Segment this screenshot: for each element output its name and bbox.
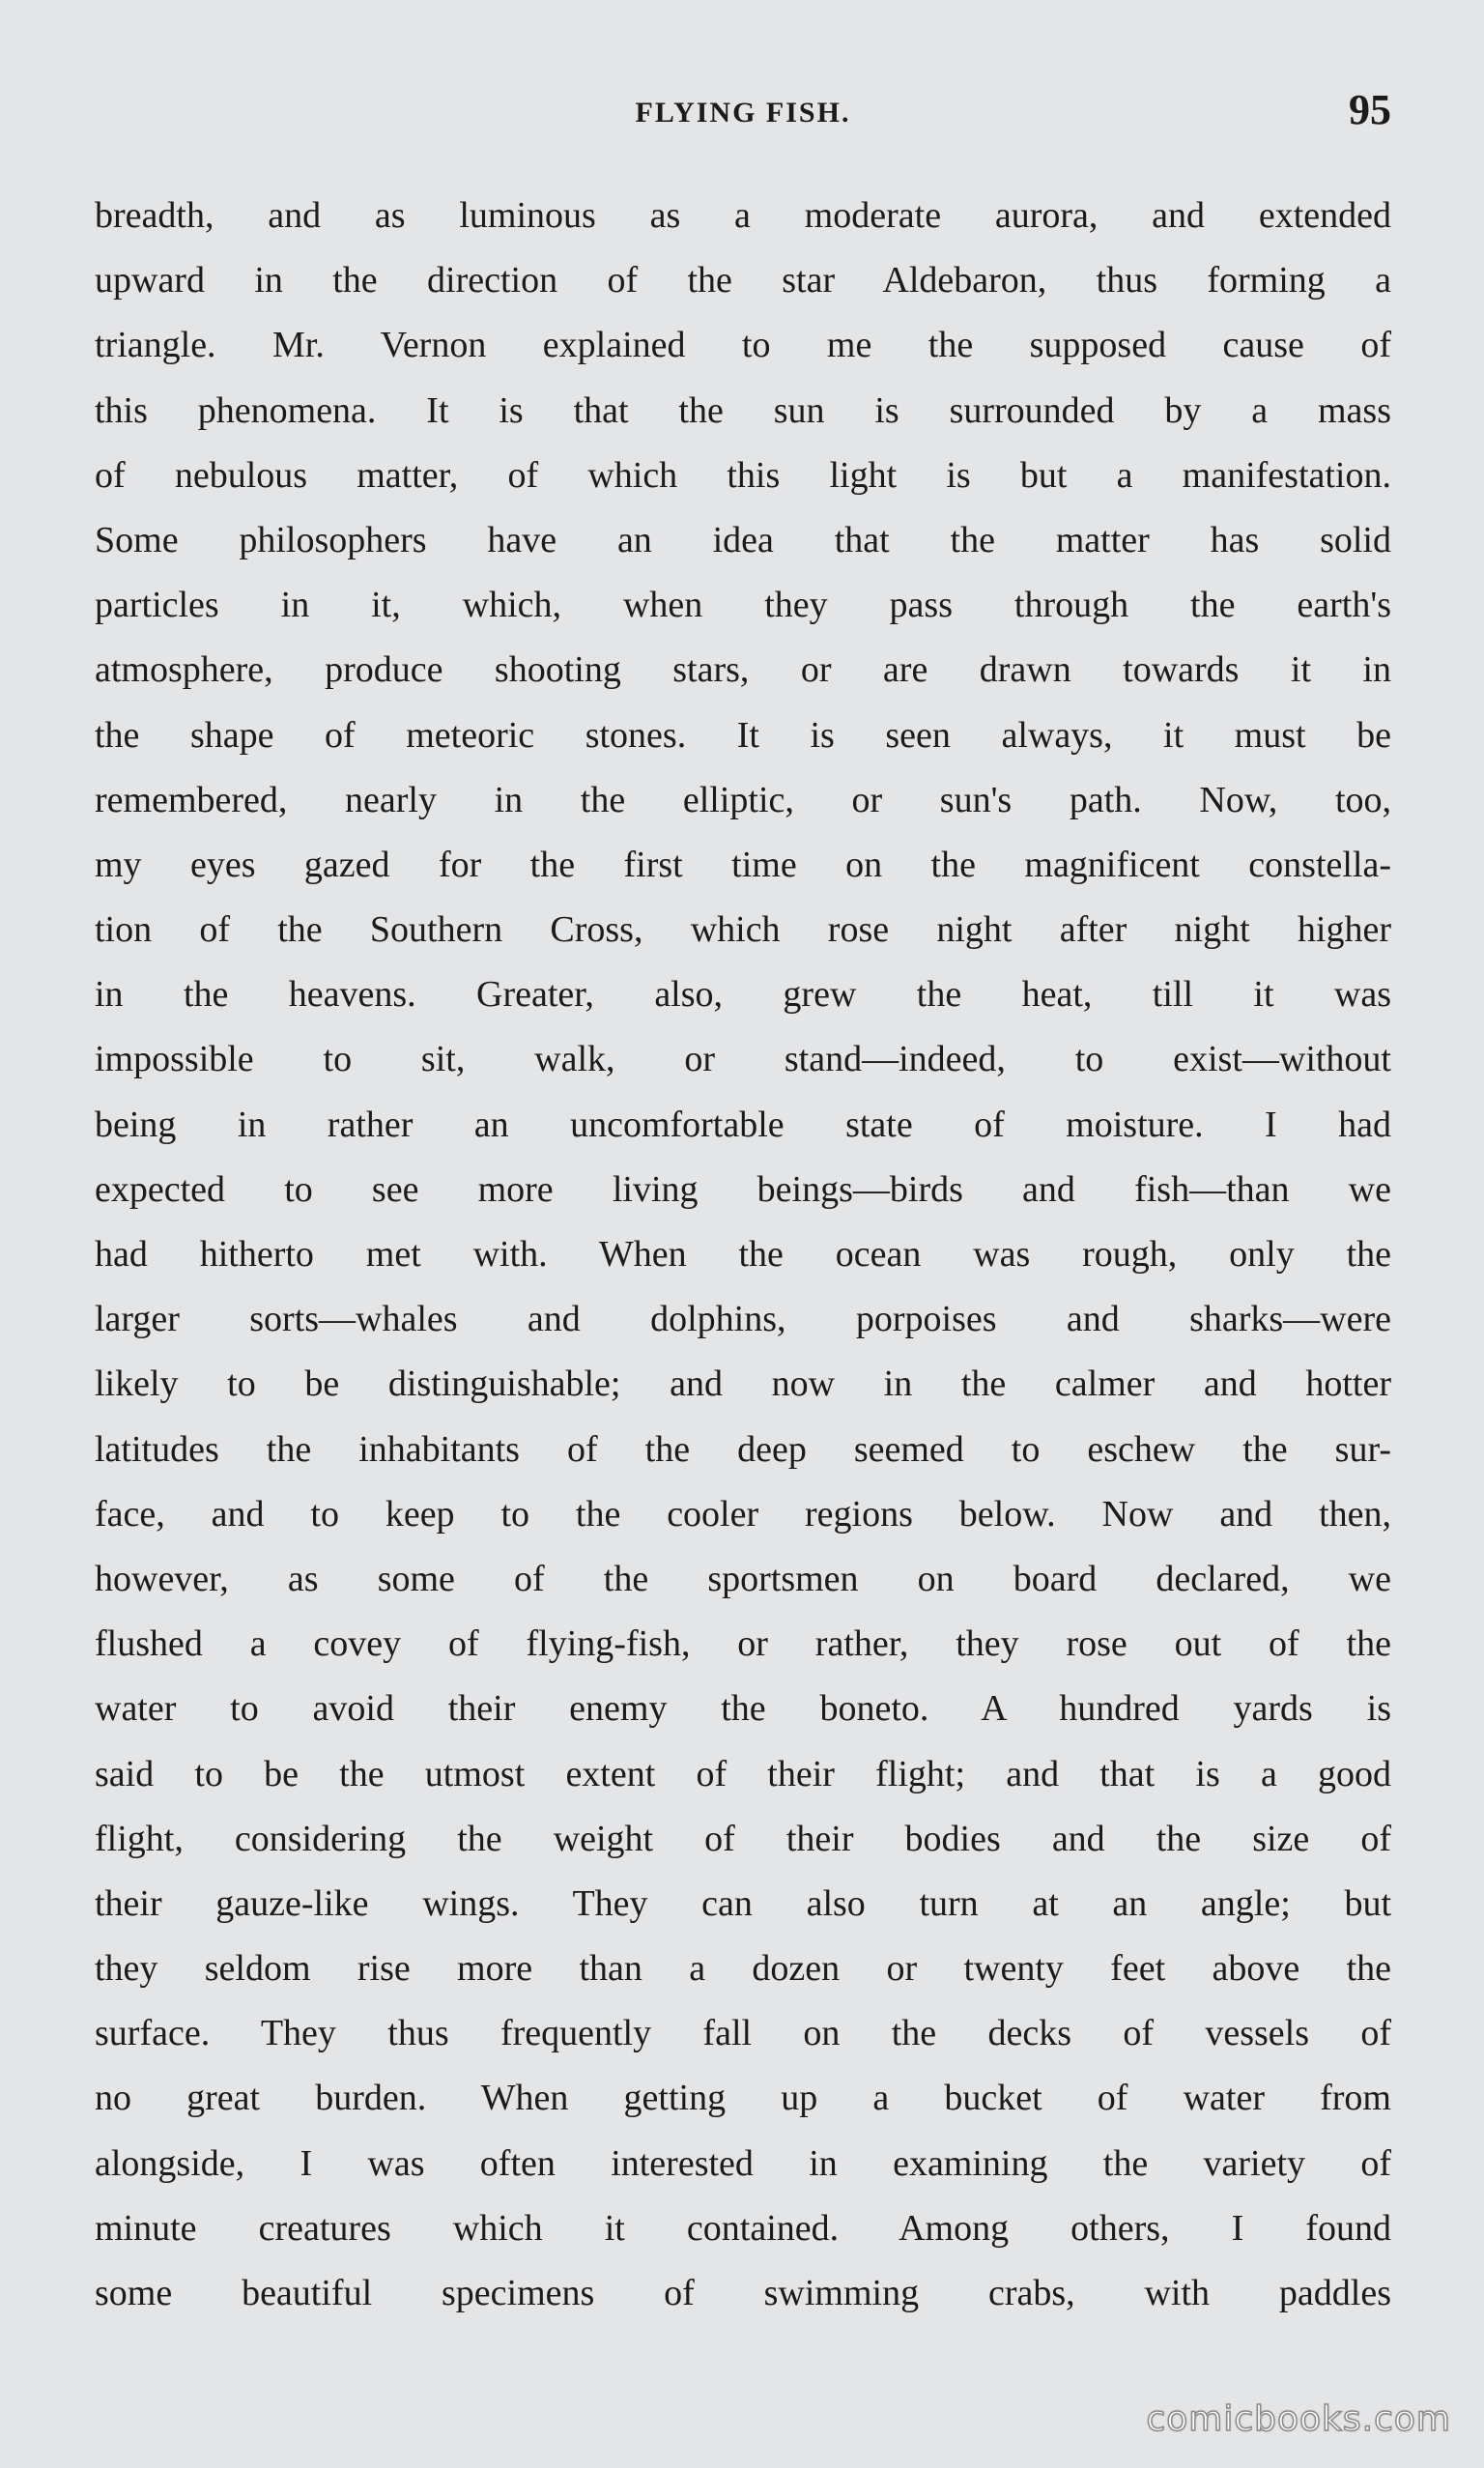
text-line: likely to be distinguishable; and now in the calmer and hotter	[95, 1363, 1391, 1405]
text-line: of nebulous matter, of which this light is but a manifestation.	[95, 454, 1391, 496]
text-line: breadth, and as luminous as a moderate aurora, and extended	[95, 195, 1391, 236]
text-line: atmosphere, produce shooting stars, or are drawn towards it in	[95, 649, 1391, 691]
text-line: flushed a covey of flying-fish, or rather, they rose out of the	[95, 1623, 1391, 1665]
running-title: FLYING FISH.	[635, 97, 851, 129]
text-line: had hitherto met with. When the ocean was rough, only the	[95, 1234, 1391, 1275]
text-line: no great burden. When getting up a bucket of water from	[95, 2078, 1391, 2119]
text-line: minute creatures which it contained. Among others, I found	[95, 2207, 1391, 2249]
text-line: however, as some of the sportsmen on board declared, we	[95, 1558, 1391, 1599]
text-line: alongside, I was often interested in examining the variety of	[95, 2142, 1391, 2184]
text-line: being in rather an uncomfortable state of moisture. I had	[95, 1104, 1391, 1145]
text-line: face, and to keep to the cooler regions below. Now and then,	[95, 1493, 1391, 1535]
text-line: tion of the Southern Cross, which rose night after night higher	[95, 909, 1391, 951]
text-line: this phenomena. It is that the sun is surrounded by a mass	[95, 389, 1391, 431]
text-line: larger sorts—whales and dolphins, porpoises and sharks—were	[95, 1299, 1391, 1340]
text-line: triangle. Mr. Vernon explained to me the supposed cause of	[95, 325, 1391, 366]
text-line: water to avoid their enemy the boneto. A hundred yards is	[95, 1688, 1391, 1730]
text-line: the shape of meteoric stones. It is seen always, it must be	[95, 714, 1391, 756]
text-line: some beautiful specimens of swimming crabs, with paddles	[95, 2273, 1391, 2313]
text-line: their gauze-like wings. They can also turn at an angle; but	[95, 1882, 1391, 1924]
text-line: particles in it, which, when they pass through the earth's	[95, 585, 1391, 626]
watermark: comicbooks.com	[1146, 2399, 1451, 2439]
page-header	[95, 85, 1391, 153]
text-line: Some philosophers have an idea that the matter has solid	[95, 519, 1391, 560]
text-line: surface. They thus frequently fall on the decks of vessels of	[95, 2013, 1391, 2054]
body-text	[95, 184, 1391, 2326]
text-line: in the heavens. Greater, also, grew the heat, till it was	[95, 974, 1391, 1016]
text-line: expected to see more living beings—birds and fish—than we	[95, 1168, 1391, 1210]
text-line: upward in the direction of the star Aldebaron, thus forming a	[95, 260, 1391, 301]
text-line: latitudes the inhabitants of the deep seemed to eschew the sur-	[95, 1428, 1391, 1470]
page-number: 95	[1349, 86, 1391, 133]
text-line: impossible to sit, walk, or stand—indeed, to exist—without	[95, 1039, 1391, 1080]
text-line: my eyes gazed for the first time on the magnificent constella-	[95, 844, 1391, 885]
text-line: they seldom rise more than a dozen or twenty feet above the	[95, 1948, 1391, 1990]
text-line: flight, considering the weight of their bodies and the size of	[95, 1818, 1391, 1859]
text-line: said to be the utmost extent of their flight; and that is a good	[95, 1753, 1391, 1794]
text-line: remembered, nearly in the elliptic, or sun's path. Now, too,	[95, 779, 1391, 820]
